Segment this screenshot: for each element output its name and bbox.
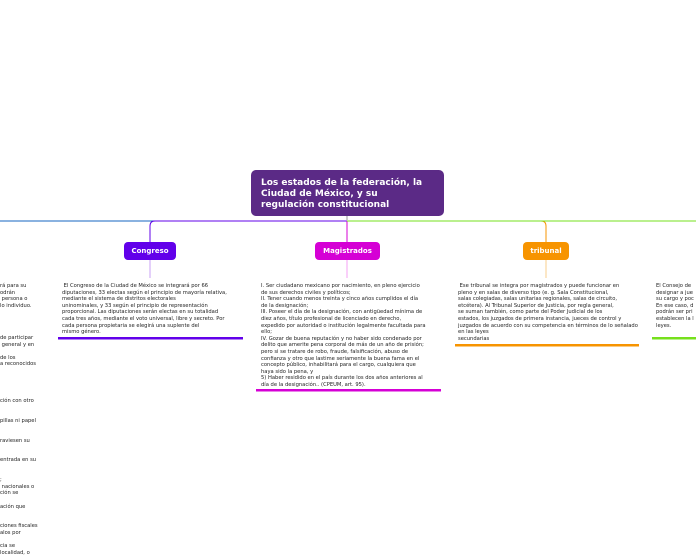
left-note-top: rá para su odrán persona o lo individuo. [0,283,32,309]
congreso-note: El Congreso de la Ciudad de México se integrará por 66 diputaciones, 33 electas según el principio de mayoría relativa, mediante el sistema de distritos electorales uninominales, y 33 según el principio de representación proporcional. Las diputaciones serán electas en su totalidad cada tres años, mediante el voto universal, libre y secreto. Por cada persona propietaria se elegirá una suplente del mismo género. [62,283,227,336]
right-note: El Consejo de designar a jue su cargo y poc En ese caso, d podrán ser pri establecen la l leyes. [656,283,694,329]
left-note-mid: de participar general y en de los a reconocidos [0,335,36,368]
right-note-underline [652,337,696,340]
root-topic[interactable]: Los estados de la federación, la Ciudad de México, y su regulación constitucional [251,170,444,216]
topic-congreso[interactable]: Congreso [124,242,176,260]
magistrados-note-underline [256,389,441,392]
congreso-note-underline [58,337,243,340]
connector-tribunal-line [347,221,546,242]
connector-congreso-line [150,221,347,242]
tribunal-note-underline [455,344,639,347]
tribunal-note: Ese tribunal se integra por magistrados y puede funcionar en pleno y en salas de diverso tipo (e. g. Sala Constitucional, salas colegiadas, salas unitarias regionales, salas de circuito, etcétera). Al Tribunal Superior de Justicia, por regla general, se suman también, como parte del Poder Judicial de los estados, los juzgados de primera instancia, jueces de control y juzgados de acuerdo con su competencia en términos de lo señalado en las leyes secundarias [458,283,638,342]
magistrados-note: I. Ser ciudadano mexicano por nacimiento, en pleno ejercicio de sus derechos civiles y políticos; II. Tener cuando menos treinta y cinco años cumplidos el día de la designación; III. Poseer el día de la designación, con antigüedad mínima de diez años, título profesional de licenciado en derecho, expedido por autoridad o institución legalmente facultada para ello; IV. Gozar de buena reputación y no haber sido condenado por delito que amerite pena corporal de más de un año de prisión; pero si se tratare de robo, fraude, falsificación, abuso de confianza y otro que lastime seriamente la buena fama en el concepto público, inhabilitará para el cargo, cualquiera que haya sido la pena, y 5) Haber residido en el país durante los dos años anteriores al día de la designación.. (CPEUM, art. 95). [261,283,426,388]
topic-magistrados[interactable]: Magistrados [315,242,380,260]
left-note-list: ción con otro pillas ni papel raviesen su entrada en su ; nacionales o ción se ación que ciones fiscales alos por cia se localidad, o [0,398,38,556]
topic-tribunal[interactable]: tribunal [523,242,569,260]
